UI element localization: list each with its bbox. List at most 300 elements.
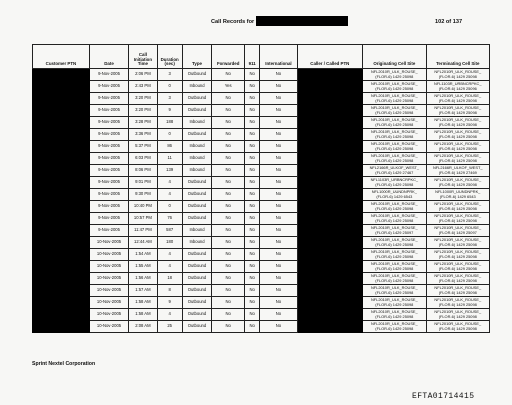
site-id: (FLOR-6) 1429 25098 xyxy=(438,277,477,283)
cell-international: No xyxy=(260,201,297,213)
site-name: NFL2010R_ULK_ROUSE_ xyxy=(370,272,418,278)
cell-forwarded: No xyxy=(212,201,245,213)
table-row xyxy=(33,297,490,309)
cell-time: 9:01 PM xyxy=(129,177,157,189)
cell-type: Inbound xyxy=(182,117,212,129)
cell-international: No xyxy=(260,285,297,297)
cell-international: No xyxy=(260,249,297,261)
site-name: NFL2010R_ULK_ROUSE_ xyxy=(434,128,482,134)
column-header: Date xyxy=(89,45,128,69)
cell-duration: 76 xyxy=(157,213,182,225)
table-row xyxy=(33,141,490,153)
cell-time: 3:20 PM xyxy=(129,93,157,105)
redacted-customer-ptn xyxy=(33,177,90,189)
table-row xyxy=(33,189,490,201)
redacted-customer-ptn xyxy=(33,69,90,81)
redacted-caller-ptn xyxy=(297,309,363,321)
site-name: NFL2010R_ULK_ROUSE_ xyxy=(370,296,418,302)
site-id: (FLOR-6) 1429 25098 xyxy=(438,73,477,79)
site-name: NFL1103R_URBNCRPKC_ xyxy=(434,80,482,86)
redacted-caller-ptn xyxy=(297,189,363,201)
site-id: (FLOR-6) 1429 25098 xyxy=(438,97,477,103)
cell-duration: 3 xyxy=(157,69,182,81)
cell-911: No xyxy=(245,285,260,297)
cell-originating-site xyxy=(363,81,426,93)
site-name: NFL2010R_ULK_ROUSE_ xyxy=(434,200,482,206)
cell-terminating-site xyxy=(426,117,489,129)
site-id: (FLOR-6) 1429 25098 xyxy=(375,181,414,187)
cell-forwarded: No xyxy=(212,177,245,189)
column-header: Call Initiation Time xyxy=(129,45,157,69)
redacted-customer-ptn xyxy=(33,165,90,177)
table-row xyxy=(33,69,490,81)
cell-duration: 4 xyxy=(157,189,182,201)
site-id: (FLOR-6) 1429 25098 xyxy=(438,205,477,211)
cell-911: No xyxy=(245,237,260,249)
cell-forwarded: No xyxy=(212,321,245,333)
cell-terminating-site xyxy=(426,273,489,285)
cell-date: 9-Nov-2005 xyxy=(89,141,128,153)
redacted-caller-ptn xyxy=(297,225,363,237)
table-row xyxy=(33,93,490,105)
redacted-customer-ptn xyxy=(33,93,90,105)
cell-date: 9-Nov-2005 xyxy=(89,213,128,225)
redacted-customer-ptn xyxy=(33,309,90,321)
cell-type: Outbound xyxy=(182,285,212,297)
cell-forwarded: No xyxy=(212,153,245,165)
redacted-caller-ptn xyxy=(297,69,363,81)
cell-date: 10-Nov-2005 xyxy=(89,309,128,321)
site-id: (FLOR-6) 1429 25098 xyxy=(375,133,414,139)
cell-terminating-site xyxy=(426,81,489,93)
cell-911: No xyxy=(245,273,260,285)
cell-originating-site xyxy=(363,201,426,213)
cell-type: Outbound xyxy=(182,189,212,201)
site-id: (FLOR-6) 1429 25098 xyxy=(438,157,477,163)
cell-date: 9-Nov-2005 xyxy=(89,93,128,105)
cell-international: No xyxy=(260,93,297,105)
cell-date: 9-Nov-2005 xyxy=(89,117,128,129)
cell-type: Inbound xyxy=(182,165,212,177)
cell-originating-site xyxy=(363,213,426,225)
cell-originating-site xyxy=(363,285,426,297)
cell-911: No xyxy=(245,177,260,189)
cell-911: No xyxy=(245,201,260,213)
cell-originating-site xyxy=(363,189,426,201)
table-row xyxy=(33,81,490,93)
cell-date: 9-Nov-2005 xyxy=(89,189,128,201)
redacted-caller-ptn xyxy=(297,141,363,153)
cell-duration: 86 xyxy=(157,141,182,153)
cell-type: Outbound xyxy=(182,129,212,141)
cell-forwarded: No xyxy=(212,141,245,153)
cell-time: 11:47 PM xyxy=(129,225,157,237)
site-id: (FLOR-6) 1429 25098 xyxy=(375,217,414,223)
cell-date: 10-Nov-2005 xyxy=(89,273,128,285)
redacted-caller-ptn xyxy=(297,153,363,165)
cell-duration: 4 xyxy=(157,177,182,189)
site-name: NFL2166R_ULKOF_WEST_ xyxy=(433,164,483,170)
cell-terminating-site xyxy=(426,177,489,189)
cell-time: 1:58 AM xyxy=(129,297,157,309)
cell-terminating-site xyxy=(426,261,489,273)
site-name: NFL2010R_ULK_ROUSE_ xyxy=(370,212,418,218)
cell-terminating-site xyxy=(426,93,489,105)
cell-duration: 0 xyxy=(157,201,182,213)
redacted-customer-ptn xyxy=(33,117,90,129)
cell-originating-site xyxy=(363,165,426,177)
cell-international: No xyxy=(260,273,297,285)
cell-duration: 188 xyxy=(157,117,182,129)
cell-international: No xyxy=(260,69,297,81)
cell-911: No xyxy=(245,261,260,273)
site-name: NFL2010R_ULK_ROUSE_ xyxy=(434,152,482,158)
cell-originating-site xyxy=(363,309,426,321)
cell-date: 9-Nov-2005 xyxy=(89,225,128,237)
site-name: NFL2010R_ULK_ROUSE_ xyxy=(370,308,418,314)
site-id: (FLOR-6) 1429 25098 xyxy=(375,301,414,307)
cell-time: 2:06 PM xyxy=(129,69,157,81)
cell-duration: 180 xyxy=(157,237,182,249)
cell-international: No xyxy=(260,225,297,237)
cell-type: Outbound xyxy=(182,249,212,261)
cell-time: 1:58 AM xyxy=(129,309,157,321)
cell-date: 9-Nov-2005 xyxy=(89,69,128,81)
cell-originating-site xyxy=(363,249,426,261)
cell-international: No xyxy=(260,237,297,249)
cell-originating-site xyxy=(363,69,426,81)
cell-time: 9:30 PM xyxy=(129,189,157,201)
cell-international: No xyxy=(260,141,297,153)
cell-time: 1:55 AM xyxy=(129,261,157,273)
table-row xyxy=(33,117,490,129)
cell-forwarded: No xyxy=(212,105,245,117)
cell-duration: 587 xyxy=(157,225,182,237)
cell-terminating-site xyxy=(426,105,489,117)
site-id: (FLOR-6) 1429 25098 xyxy=(375,313,414,319)
site-name: NFL2010R_ULK_ROUSE_ xyxy=(370,128,418,134)
table-row xyxy=(33,237,490,249)
site-id: (FLOR-6) 1429 25098 xyxy=(375,277,414,283)
company-name: Sprint Nextel Corporation xyxy=(32,361,96,367)
redacted-customer-ptn xyxy=(33,213,90,225)
table-row xyxy=(33,165,490,177)
cell-date: 9-Nov-2005 xyxy=(89,81,128,93)
redacted-caller-ptn xyxy=(297,81,363,93)
site-id: (FLOR-6) 1429 27469 xyxy=(438,169,477,175)
site-name: NFL2010R_ULK_ROUSE_ xyxy=(434,176,482,182)
site-name: NFL1103R_URBNCRPKC_ xyxy=(370,176,419,182)
site-name: NFL2010R_ULK_ROUSE_ xyxy=(434,68,482,74)
cell-type: Outbound xyxy=(182,309,212,321)
site-id: (FLOR-6) 1429 25098 xyxy=(438,145,477,151)
cell-originating-site xyxy=(363,273,426,285)
cell-forwarded: No xyxy=(212,225,245,237)
table-row xyxy=(33,273,490,285)
site-name: NFL2010R_ULK_ROUSE_ xyxy=(370,140,418,146)
redacted-customer-ptn xyxy=(33,225,90,237)
site-name: NFL2010R_ULK_ROUSE_ xyxy=(370,224,418,230)
cell-duration: 139 xyxy=(157,165,182,177)
site-id: (FLOR-6) 1429 6543 xyxy=(376,193,413,199)
cell-forwarded: No xyxy=(212,237,245,249)
cell-time: 1:56 AM xyxy=(129,273,157,285)
cell-originating-site xyxy=(363,153,426,165)
redacted-customer-ptn xyxy=(33,105,90,117)
cell-forwarded: No xyxy=(212,69,245,81)
redacted-caller-ptn xyxy=(297,297,363,309)
redacted-customer-ptn xyxy=(33,261,90,273)
cell-type: Inbound xyxy=(182,153,212,165)
site-id: (FLOR-6) 1429 25098 xyxy=(375,109,414,115)
site-name: NFL2010R_ULK_ROUSE_ xyxy=(434,248,482,254)
column-header: Caller / Called PTN xyxy=(297,45,363,69)
column-header: Duration (sec) xyxy=(157,45,182,69)
cell-date: 9-Nov-2005 xyxy=(89,201,128,213)
column-header: Terminating Cell Site xyxy=(426,45,489,69)
cell-terminating-site xyxy=(426,153,489,165)
site-name: NFL2010R_ULK_ROUSE_ xyxy=(370,320,418,326)
cell-originating-site xyxy=(363,321,426,333)
site-id: (FLOR-6) 1429 25098 xyxy=(438,313,477,319)
cell-forwarded: No xyxy=(212,129,245,141)
site-id: (FLOR-6) 1429 25098 xyxy=(438,109,477,115)
redacted-caller-ptn xyxy=(297,237,363,249)
site-id: (FLOR-6) 1429 25098 xyxy=(375,265,414,271)
cell-originating-site xyxy=(363,141,426,153)
table-row xyxy=(33,153,490,165)
cell-time: 1:54 AM xyxy=(129,249,157,261)
cell-date: 9-Nov-2005 xyxy=(89,153,128,165)
site-name: NFL2010R_ULK_ROUSE_ xyxy=(434,140,482,146)
cell-forwarded: Yes xyxy=(212,81,245,93)
redacted-customer-ptn xyxy=(33,201,90,213)
cell-time: 3:36 PM xyxy=(129,129,157,141)
redacted-customer-ptn xyxy=(33,321,90,333)
cell-terminating-site xyxy=(426,165,489,177)
site-id: (FLOR-6) 1429 25098 xyxy=(438,265,477,271)
cell-type: Outbound xyxy=(182,321,212,333)
redacted-caller-ptn xyxy=(297,105,363,117)
cell-international: No xyxy=(260,165,297,177)
table-row xyxy=(33,177,490,189)
cell-911: No xyxy=(245,213,260,225)
bates-number: EFTA01714415 xyxy=(412,392,475,401)
redacted-customer-ptn xyxy=(33,249,90,261)
cell-911: No xyxy=(245,69,260,81)
cell-international: No xyxy=(260,153,297,165)
cell-type: Outbound xyxy=(182,105,212,117)
cell-type: Outbound xyxy=(182,297,212,309)
cell-type: Outbound xyxy=(182,213,212,225)
cell-originating-site xyxy=(363,237,426,249)
cell-international: No xyxy=(260,213,297,225)
cell-date: 10-Nov-2005 xyxy=(89,249,128,261)
cell-duration: 0 xyxy=(157,129,182,141)
cell-terminating-site xyxy=(426,297,489,309)
site-name: NFL2010R_ULK_ROUSE_ xyxy=(434,308,482,314)
site-id: (FLOR-6) 1429 6543 xyxy=(439,193,476,199)
site-id: (FLOR-6) 1429 25097 xyxy=(375,229,414,235)
site-name: NFL2010R_ULK_ROUSE_ xyxy=(434,296,482,302)
cell-type: Inbound xyxy=(182,225,212,237)
cell-forwarded: No xyxy=(212,309,245,321)
cell-911: No xyxy=(245,309,260,321)
cell-international: No xyxy=(260,261,297,273)
cell-terminating-site xyxy=(426,309,489,321)
redacted-customer-ptn xyxy=(33,285,90,297)
cell-forwarded: No xyxy=(212,249,245,261)
cell-international: No xyxy=(260,189,297,201)
site-name: NFL2010R_ULK_ROUSE_ xyxy=(370,104,418,110)
table-row xyxy=(33,261,490,273)
cell-date: 10-Nov-2005 xyxy=(89,321,128,333)
cell-duration: 11 xyxy=(157,153,182,165)
site-id: (FLOR-6) 1429 25098 xyxy=(375,325,414,331)
cell-type: Outbound xyxy=(182,177,212,189)
cell-duration: 9 xyxy=(157,105,182,117)
cell-duration: 9 xyxy=(157,297,182,309)
redacted-customer-ptn xyxy=(33,81,90,93)
cell-international: No xyxy=(260,309,297,321)
site-id: (FLOR-6) 1429 25098 xyxy=(438,253,477,259)
table-row xyxy=(33,225,490,237)
site-id: (FLOR-6) 1429 25098 xyxy=(438,121,477,127)
site-name: NFL2010R_ULK_ROUSE_ xyxy=(370,236,418,242)
site-id: (FLOR-6) 1429 25098 xyxy=(375,289,414,295)
page-title: Call Records for xyxy=(211,19,255,25)
cell-911: No xyxy=(245,117,260,129)
site-id: (FLOR-6) 1429 25096 xyxy=(438,85,477,91)
cell-time: 12:44 AM xyxy=(129,237,157,249)
cell-date: 9-Nov-2005 xyxy=(89,105,128,117)
cell-date: 10-Nov-2005 xyxy=(89,261,128,273)
cell-forwarded: No xyxy=(212,117,245,129)
table-body xyxy=(33,69,490,333)
cell-911: No xyxy=(245,129,260,141)
cell-duration: 25 xyxy=(157,321,182,333)
cell-international: No xyxy=(260,297,297,309)
cell-duration: 4 xyxy=(157,309,182,321)
cell-terminating-site xyxy=(426,225,489,237)
redacted-caller-ptn xyxy=(297,129,363,141)
cell-forwarded: No xyxy=(212,273,245,285)
cell-911: No xyxy=(245,153,260,165)
cell-originating-site xyxy=(363,297,426,309)
cell-terminating-site xyxy=(426,321,489,333)
cell-international: No xyxy=(260,117,297,129)
cell-type: Inbound xyxy=(182,237,212,249)
redacted-customer-ptn xyxy=(33,153,90,165)
cell-international: No xyxy=(260,129,297,141)
site-id: (FLOR-6) 1429 25098 xyxy=(438,325,477,331)
site-name: NFL2010R_ULK_ROUSE_ xyxy=(434,284,482,290)
site-name: NFL1000R_UUNDNPRK_ xyxy=(435,188,481,194)
cell-time: 3:20 PM xyxy=(129,105,157,117)
cell-terminating-site xyxy=(426,213,489,225)
cell-type: Outbound xyxy=(182,201,212,213)
cell-duration: 18 xyxy=(157,273,182,285)
table-header-row xyxy=(33,45,490,69)
site-id: (FLOR-6) 1429 25098 xyxy=(375,73,414,79)
cell-forwarded: No xyxy=(212,285,245,297)
cell-duration: 0 xyxy=(157,81,182,93)
cell-time: 1:57 AM xyxy=(129,285,157,297)
column-header: Customer PTN xyxy=(33,45,90,69)
cell-originating-site xyxy=(363,117,426,129)
redacted-caller-ptn xyxy=(297,261,363,273)
column-header: International xyxy=(260,45,297,69)
site-name: NFL2010R_ULK_ROUSE_ xyxy=(434,272,482,278)
site-name: NFL1000R_UUNDNPRK_ xyxy=(371,188,417,194)
cell-date: 10-Nov-2005 xyxy=(89,285,128,297)
cell-forwarded: No xyxy=(212,297,245,309)
cell-911: No xyxy=(245,189,260,201)
cell-forwarded: No xyxy=(212,189,245,201)
cell-terminating-site xyxy=(426,201,489,213)
cell-terminating-site xyxy=(426,189,489,201)
site-id: (FLOR-6) 1429 25098 xyxy=(438,217,477,223)
cell-originating-site xyxy=(363,177,426,189)
table-row xyxy=(33,321,490,333)
site-name: NFL2010R_ULK_ROUSE_ xyxy=(434,116,482,122)
cell-date: 10-Nov-2005 xyxy=(89,237,128,249)
cell-time: 6:03 PM xyxy=(129,153,157,165)
cell-date: 9-Nov-2005 xyxy=(89,165,128,177)
cell-time: 3:28 PM xyxy=(129,117,157,129)
cell-forwarded: No xyxy=(212,165,245,177)
cell-terminating-site xyxy=(426,69,489,81)
site-id: (FLOR-6) 1429 25098 xyxy=(375,241,414,247)
site-id: (FLOR-6) 1429 25098 xyxy=(375,157,414,163)
cell-duration: 4 xyxy=(157,261,182,273)
cell-originating-site xyxy=(363,105,426,117)
site-id: (FLOR-6) 1429 25098 xyxy=(438,301,477,307)
site-id: (FLOR-6) 1429 25098 xyxy=(375,121,414,127)
cell-originating-site xyxy=(363,261,426,273)
cell-type: Inbound xyxy=(182,141,212,153)
cell-forwarded: No xyxy=(212,261,245,273)
site-name: NFL2010R_ULK_ROUSE_ xyxy=(434,320,482,326)
cell-time: 10:40 PM xyxy=(129,201,157,213)
site-name: NFL2010R_ULK_ROUSE_ xyxy=(370,260,418,266)
site-id: (FLOR-6) 1429 25098 xyxy=(375,205,414,211)
cell-time: 2:43 PM xyxy=(129,81,157,93)
site-name: NFL2010R_ULK_ROUSE_ xyxy=(370,284,418,290)
cell-international: No xyxy=(260,81,297,93)
site-name: NFL2010R_ULK_ROUSE_ xyxy=(370,92,418,98)
cell-duration: 3 xyxy=(157,93,182,105)
site-name: NFL2010R_ULK_ROUSE_ xyxy=(370,152,418,158)
redacted-caller-ptn xyxy=(297,177,363,189)
site-id: (FLOR-6) 1429 25098 xyxy=(438,241,477,247)
redacted-caller-ptn xyxy=(297,213,363,225)
column-header: Originating Cell Site xyxy=(363,45,426,69)
redacted-customer-ptn xyxy=(33,129,90,141)
cell-international: No xyxy=(260,321,297,333)
site-name: NFL2166R_ULKOF_WEST_ xyxy=(369,164,420,170)
cell-time: 8:06 PM xyxy=(129,165,157,177)
table-row xyxy=(33,105,490,117)
cell-forwarded: No xyxy=(212,93,245,105)
cell-international: No xyxy=(260,177,297,189)
cell-911: No xyxy=(245,81,260,93)
site-id: (FLOR-6) 1429 25098 xyxy=(375,253,414,259)
table-row xyxy=(33,129,490,141)
cell-duration: 4 xyxy=(157,249,182,261)
cell-type: Outbound xyxy=(182,261,212,273)
site-name: NFL2010R_ULK_ROUSE_ xyxy=(370,116,418,122)
